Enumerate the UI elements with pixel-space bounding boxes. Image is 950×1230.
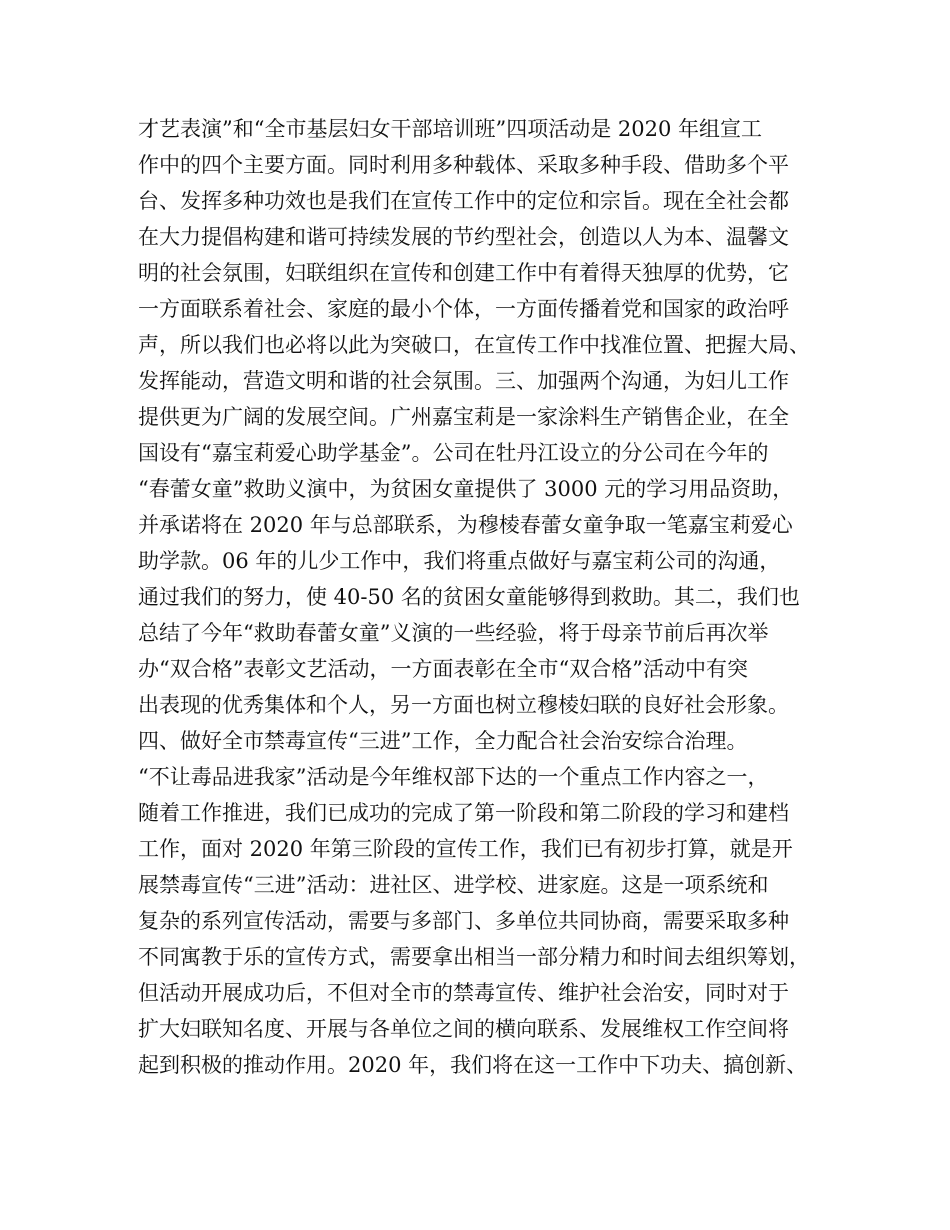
text-line: 起到积极的推动作用。2020 年，我们将在这一工作中下功夫、搞创新、	[138, 1053, 808, 1077]
text-line: 但活动开展成功后，不但对全市的禁毒宣传、维护社会治安，同时对于	[138, 981, 789, 1005]
text-line: 四、做好全市禁毒宣传“三进”工作，全力配合社会治安综合治理。	[138, 729, 748, 753]
text-line: 国设有“嘉宝莉爱心助学基金”。公司在牡丹江设立的分公司在今年的	[138, 441, 769, 465]
text-line: 随着工作推进，我们已成功的完成了第一阶段和第二阶段的学习和建档	[138, 801, 789, 825]
text-line: 总结了今年“救助春蕾女童”义演的一些经验，将于母亲节前后再次举	[138, 621, 769, 645]
text-line: 一方面联系着社会、家庭的最小个体，一方面传播着党和国家的政治呼	[138, 297, 789, 321]
text-line: 展禁毒宣传“三进”活动：进社区、进学校、进家庭。这是一项系统和	[138, 873, 769, 897]
text-line: 并承诺将在 2020 年与总部联系，为穆棱春蕾女童争取一笔嘉宝莉爱心	[138, 513, 793, 537]
text-line: 台、发挥多种功效也是我们在宣传工作中的定位和宗旨。现在全社会都	[138, 189, 789, 213]
text-line: 工作，面对 2020 年第三阶段的宣传工作，我们已有初步打算，就是开	[138, 837, 793, 861]
text-line: 复杂的系列宣传活动，需要与多部门、多单位共同协商，需要采取多种	[138, 909, 789, 933]
text-line: 通过我们的努力，使 40-50 名的贫困女童能够得到救助。其二，我们也	[138, 585, 800, 609]
text-line: 作中的四个主要方面。同时利用多种载体、采取多种手段、借助多个平	[138, 153, 789, 177]
text-line: 不同寓教于乐的宣传方式，需要拿出相当一部分精力和时间去组织筹划，	[138, 945, 810, 969]
text-line: 才艺表演”和“全市基层妇女干部培训班”四项活动是 2020 年组宣工	[138, 117, 762, 141]
text-line: “春蕾女童”救助义演中，为贫困女童提供了 3000 元的学习用品资助，	[138, 477, 794, 501]
text-line: 扩大妇联知名度、开展与各单位之间的横向联系、发展维权工作空间将	[138, 1017, 789, 1041]
text-line: 发挥能动，营造文明和谐的社会氛围。三、加强两个沟通，为妇儿工作	[138, 369, 789, 393]
body-text	[138, 111, 838, 1083]
text-line: 声，所以我们也必将以此为突破口，在宣传工作中找准位置、把握大局、	[138, 333, 810, 357]
text-line: 在大力提倡构建和谐可持续发展的节约型社会，创造以人为本、温馨文	[138, 225, 789, 249]
text-line: 出表现的优秀集体和个人，另一方面也树立穆棱妇联的良好社会形象。	[138, 693, 789, 717]
text-line: “不让毒品进我家”活动是今年维权部下达的一个重点工作内容之一，	[138, 765, 769, 789]
text-line: 明的社会氛围，妇联组织在宣传和创建工作中有着得天独厚的优势，它	[138, 261, 789, 285]
text-line: 办“双合格”表彰文艺活动，一方面表彰在全市“双合格”活动中有突	[138, 657, 748, 681]
text-line: 助学款。06 年的儿少工作中，我们将重点做好与嘉宝莉公司的沟通，	[138, 549, 781, 573]
text-line: 提供更为广阔的发展空间。广州嘉宝莉是一家涂料生产销售企业，在全	[138, 405, 789, 429]
